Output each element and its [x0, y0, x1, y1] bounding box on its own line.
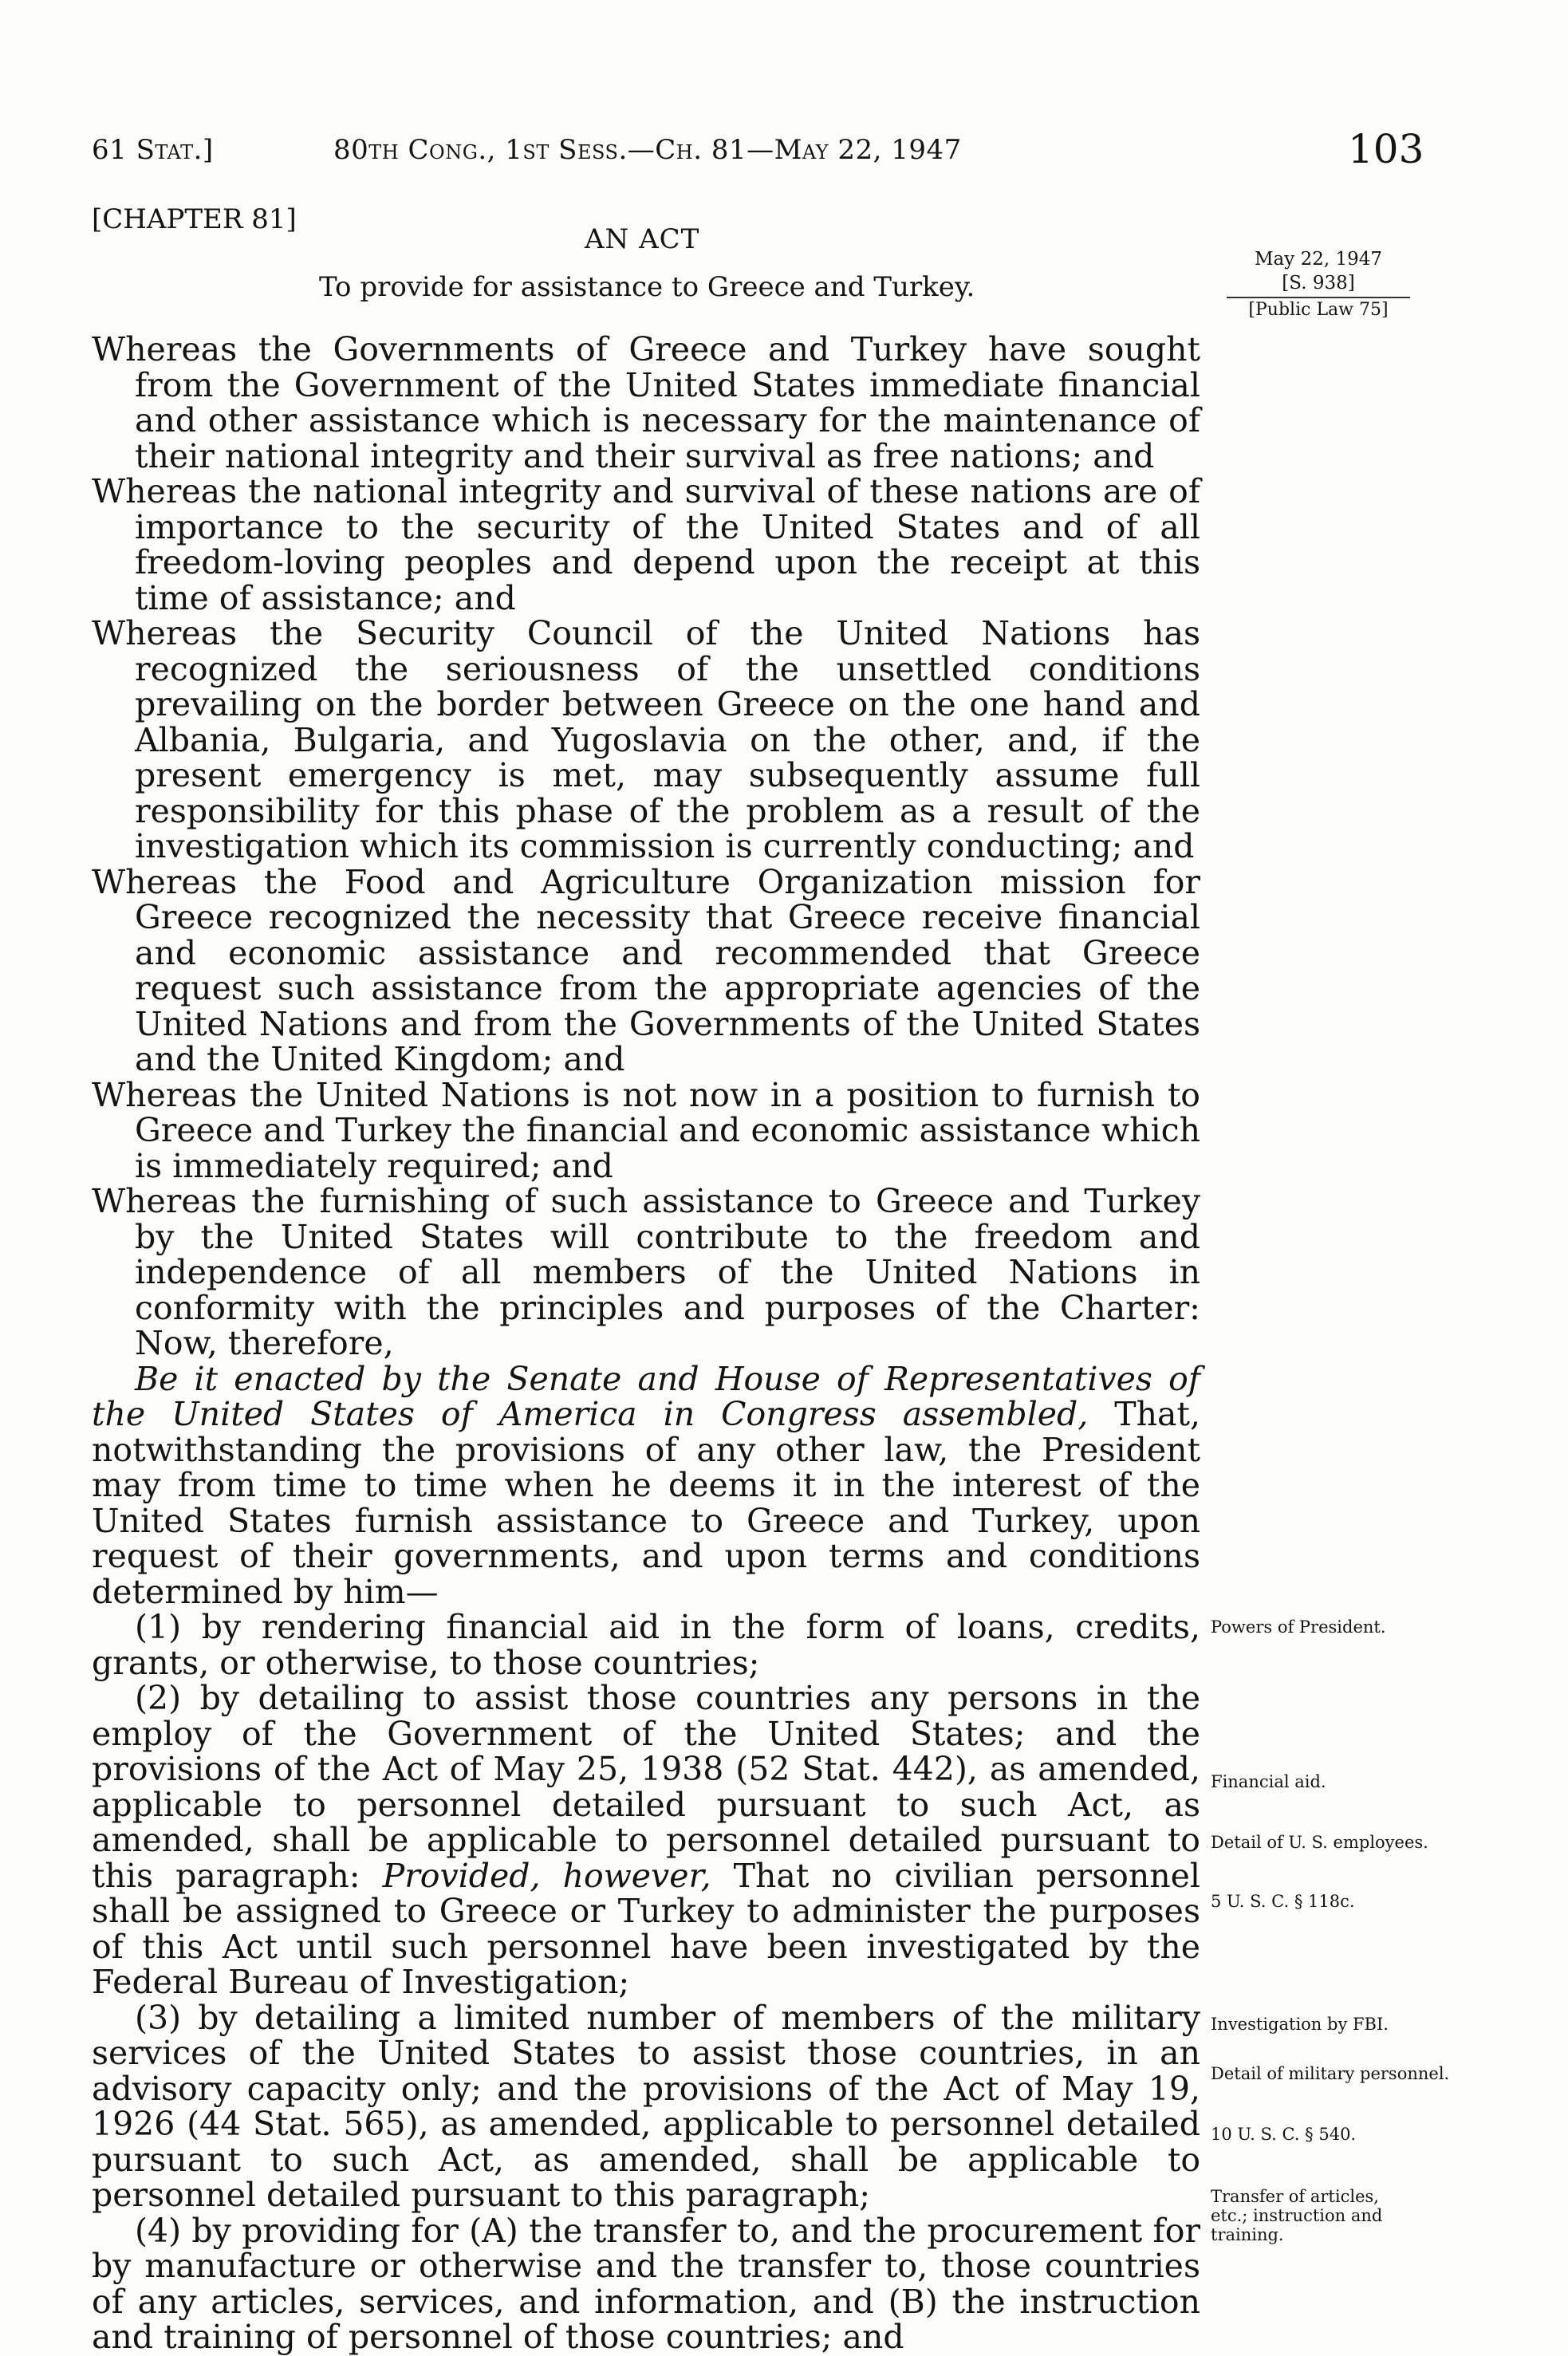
margin-note-powers: Powers of President. [1211, 1617, 1386, 1637]
paragraph-4: (4) by providing for (A) the transfer to, and the procurement for by manufacture or otherwise and the transfer to, those countries of any articles, services, and information, and (B) the instruction and training of personnel of those countries; and [92, 2211, 1200, 2356]
margin-note-military: Detail of military personnel. [1211, 2064, 1450, 2083]
margin-note-financial: Financial aid. [1211, 1772, 1326, 1791]
whereas-clause: Whereas the furnishing of such assistance to Greece and Turkey by the United States will contribute to the freedom and independence of all members of the United Nations in conformity with the principles and purposes of the Charter: Now, therefore, [92, 1182, 1200, 1362]
margin-note-citation-10usc: 10 U. S. C. § 540. [1211, 2125, 1357, 2144]
margin-note-transfer-line: training. [1211, 2225, 1284, 2244]
margin-date-block [1235, 247, 1402, 322]
enacting-text: That, notwithstanding the provisions of any other law, the President may from time to time when he deems it in the interest of the United States furnish assistance to Greece and Turkey, upon request of their governments, and upon terms and conditions determined by him— [92, 1395, 1200, 1611]
act-title: To provide for assistance to Greece and Turkey. [319, 271, 975, 303]
proviso: Provided, however, [382, 1856, 711, 1895]
act-body [92, 332, 1200, 2355]
margin-note-detail-employees: Detail of U. S. employees. [1211, 1833, 1428, 1852]
volume-citation: 61 Stat.] [92, 134, 214, 166]
margin-note-transfer [1211, 2187, 1382, 2244]
chapter-heading: [CHAPTER 81] [92, 203, 297, 235]
paragraph-3: (3) by detailing a limited number of members of the military services of the United States to assist those countries, in an advisory capacity only; and the provisions of the Act of May 19, 1926 (44 Stat. 565), as amended, applicable to personnel detailed pursuant to such Act, as amended, shall be applicable to personnel detailed pursuant to this paragraph; [92, 1998, 1200, 2214]
public-law-number: [Public Law 75] [1248, 300, 1389, 320]
paragraph-2-proviso-text: That no civilian personnel shall be assigned to Greece or Turkey to administer the purposes of this Act until such personnel have been investigated by the Federal Bureau of Investigation; [92, 1856, 1201, 2001]
paragraph-2 [92, 1680, 1200, 2000]
margin-note-transfer-line: etc.; instruction and [1211, 2206, 1383, 2225]
running-header: 80th Cong., 1st Sess.—Ch. 81—May 22, 1947 [333, 134, 962, 166]
enacting-formula: Be it enacted by the Senate and House of Representatives of the United States of America in Congress assembled, [92, 1359, 1200, 1433]
enacting-clause [92, 1361, 1200, 1610]
bill-number: [S. 938] [1282, 273, 1355, 294]
enactment-date: May 22, 1947 [1255, 249, 1382, 270]
whereas-clause: Whereas the Food and Agriculture Organization mission for Greece recognized the necessity that Greece receive financial and economic assistance and recommended that Greece request such assistance from the appropriate agencies of the United Nations and from the Governments of the United States and the United Kingdom; and [92, 862, 1200, 1078]
paragraph-1: (1) by rendering financial aid in the form of loans, credits, grants, or otherwise, to those countries; [92, 1608, 1200, 1682]
whereas-clause: Whereas the Security Council of the United Nations has recognized the seriousness of the unsettled conditions prevailing on the border between Greece on the one hand and Albania, Bulgaria, and Yugoslavia on the other, and, if the present emergency is met, may subsequently assume full responsibility for this phase of the problem as a result of the investigation which its commission is currently conducting; and [92, 614, 1200, 865]
act-heading: AN ACT [585, 223, 700, 255]
page-number: 103 [1348, 126, 1424, 172]
margin-note-transfer-line: Transfer of articles, [1211, 2187, 1379, 2206]
whereas-clause: Whereas the Governments of Greece and Turkey have sought from the Government of the United States immediate financial and other assistance which is necessary for the maintenance of their national integrity and their survival as free nations; and [92, 330, 1200, 475]
margin-note-citation-5usc: 5 U. S. C. § 118c. [1211, 1892, 1355, 1911]
whereas-clause: Whereas the national integrity and survival of these nations are of importance to the security of the United States and of all freedom-loving peoples and depend upon the receipt at this time of assistance; and [92, 472, 1200, 617]
whereas-clause: Whereas the United Nations is not now in a position to furnish to Greece and Turkey the financial and economic assistance which is immediately required; and [92, 1075, 1200, 1185]
margin-note-fbi: Investigation by FBI. [1211, 2015, 1389, 2034]
paragraph-2-text: (2) by detailing to assist those countries any persons in the employ of the Government of the United States; and the provisions of the Act of May 25, 1938 (52 Stat. 442), as amended, applicable to personnel detailed pursuant to such Act, as amended, shall be applicable to personnel detailed pursuant to this paragraph: [92, 1679, 1200, 1895]
